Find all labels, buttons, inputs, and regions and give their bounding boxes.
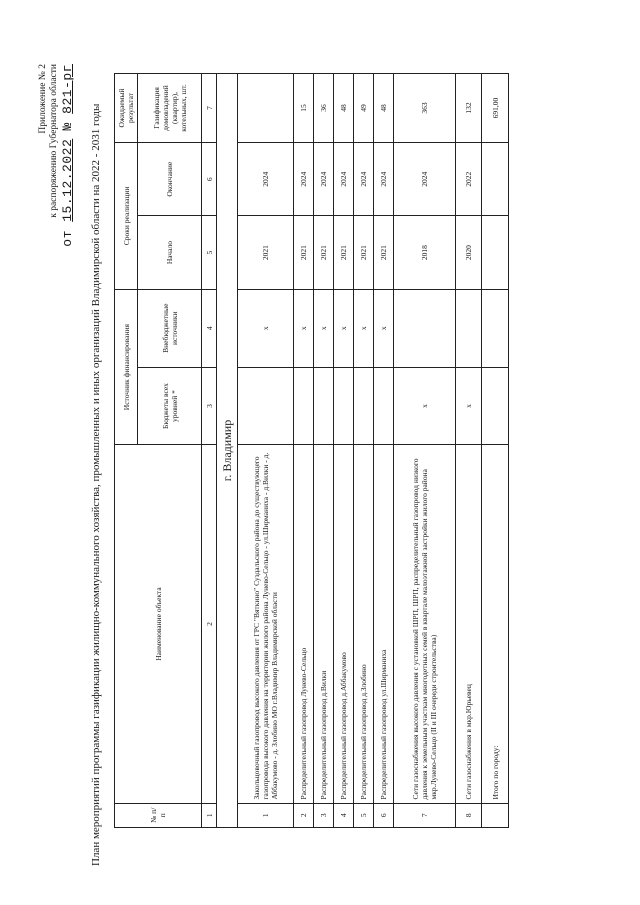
- cell-name: Сети газоснабжения в мкр.Юрьевец: [456, 445, 482, 803]
- header-financing: Источник финансирования: [115, 289, 138, 445]
- total-label: Итого по городу:: [482, 445, 509, 803]
- cell-end: 2024: [294, 142, 314, 215]
- cell-result: 36: [314, 74, 334, 143]
- cell-extra: [456, 289, 482, 367]
- header-result-sub: Газификация домовладений (квартир), котельных, шт.: [138, 74, 202, 143]
- cell-end: 2024: [394, 142, 456, 215]
- cell-start: 2021: [374, 216, 394, 289]
- header-num: № п/п: [115, 803, 202, 827]
- cell-extra: x: [374, 289, 394, 367]
- cell-num: 5: [354, 803, 374, 827]
- cell-num: 6: [374, 803, 394, 827]
- cell-name: Закольцовочный газопровод высокого давления от ГРС "Вяткино" Суздальского района до существующего газопровода высокого давления на территории жилого района Лунево-Сельцо - ул.Ширманиха - д.Вилки - д. Аббакумово - д. Злобино МО г.Владимир Владимирской области: [238, 445, 294, 803]
- cell-num: 1: [238, 803, 294, 827]
- cell-num: 2: [294, 803, 314, 827]
- col-number: 3: [202, 367, 217, 445]
- cell-budgets: [314, 367, 334, 445]
- header-budgets: Бюджеты всех уровней *: [138, 367, 202, 445]
- cell-name: Распределительный газопровод ул.Ширманиха: [374, 445, 394, 803]
- col-number: 5: [202, 216, 217, 289]
- cell-result: 48: [374, 74, 394, 143]
- cell-budgets: [294, 367, 314, 445]
- order-date: 15.12.2022: [60, 138, 75, 222]
- header-start: Начало: [138, 216, 202, 289]
- cell-result: 15: [294, 74, 314, 143]
- gasification-plan-table: [114, 73, 509, 828]
- table-row: [456, 74, 482, 828]
- cell-result: 48: [334, 74, 354, 143]
- col-number: 1: [202, 803, 217, 827]
- header-end: Окончание: [138, 142, 202, 215]
- total-empty: [482, 142, 509, 215]
- cell-extra: x: [314, 289, 334, 367]
- col-number: 2: [202, 445, 217, 803]
- cell-num: 3: [314, 803, 334, 827]
- cell-start: 2020: [456, 216, 482, 289]
- cell-num: 4: [334, 803, 354, 827]
- cell-end: 2024: [334, 142, 354, 215]
- cell-name: Распределительный газопровод д.Вилки: [314, 445, 334, 803]
- city-name: г. Владимир: [217, 74, 238, 828]
- cell-start: 2021: [314, 216, 334, 289]
- cell-extra: x: [354, 289, 374, 367]
- cell-num: 7: [394, 803, 456, 827]
- cell-end: 2024: [238, 142, 294, 215]
- cell-end: 2022: [456, 142, 482, 215]
- rotated-page: [26, 20, 626, 880]
- cell-start: 2021: [294, 216, 314, 289]
- order-date-number: [60, 64, 75, 304]
- cell-extra: x: [294, 289, 314, 367]
- total-num-empty: [482, 803, 509, 827]
- cell-budgets: x: [394, 367, 456, 445]
- col-number: 7: [202, 74, 217, 143]
- number-sign: №: [60, 122, 75, 131]
- cell-start: 2021: [354, 216, 374, 289]
- cell-name: Распределительный газопровод д.Аббакумово: [334, 445, 354, 803]
- cell-name: Сети газоснабжения высокого давления с установкой ШРП, ШРП, распределительный газопровод низкого давления к земельным участкам многодетных семей в квартале малоэтажной застройки жилого района мкр.Лунево-Сельцо (II и III очереди строительства): [394, 445, 456, 803]
- cell-budgets: [374, 367, 394, 445]
- col-number: 4: [202, 289, 217, 367]
- header-result: Ожидаемый результат: [115, 74, 138, 143]
- header-extra-budget: Внебюджетные источники: [138, 289, 202, 367]
- cell-extra: [394, 289, 456, 367]
- cell-budgets: x: [456, 367, 482, 445]
- cell-result: 363: [394, 74, 456, 143]
- cell-result: [238, 74, 294, 143]
- header-name: Наименование объекта: [115, 445, 202, 803]
- cell-num: 8: [456, 803, 482, 827]
- col-number: 6: [202, 142, 217, 215]
- appendix-label: Приложение № 2: [38, 64, 48, 134]
- order-number: 821-рг: [60, 64, 75, 114]
- cell-extra: x: [238, 289, 294, 367]
- table-row: [314, 74, 334, 828]
- city-row: [217, 74, 238, 828]
- cell-name: Распределительный газопровод д.Злобино: [354, 445, 374, 803]
- table-row: [374, 74, 394, 828]
- cell-budgets: [238, 367, 294, 445]
- document-title: План мероприятий программы газификации жилищно-коммунального хозяйства, промышленных и иных организаций Владимирской области на 2022 - 2031 годы: [90, 103, 102, 866]
- table-row: [394, 74, 456, 828]
- total-empty: [482, 289, 509, 367]
- cell-name: Распределительный газопровод Лунево-Сельцо: [294, 445, 314, 803]
- table-row: [294, 74, 314, 828]
- cell-end: 2024: [374, 142, 394, 215]
- cell-extra: x: [334, 289, 354, 367]
- cell-result: 132: [456, 74, 482, 143]
- order-reference: к распоряжению Губернатора области: [49, 64, 59, 218]
- total-row: [482, 74, 509, 828]
- cell-end: 2024: [354, 142, 374, 215]
- header-terms: Сроки реализации: [115, 142, 138, 289]
- cell-result: 49: [354, 74, 374, 143]
- from-label: от: [60, 230, 75, 247]
- table-row: [354, 74, 374, 828]
- cell-start: 2021: [238, 216, 294, 289]
- table-row: [334, 74, 354, 828]
- cell-budgets: [334, 367, 354, 445]
- document-header: [38, 64, 75, 304]
- cell-start: 2018: [394, 216, 456, 289]
- column-number-row: [202, 74, 217, 828]
- total-empty: [482, 216, 509, 289]
- total-empty: [482, 367, 509, 445]
- table-row: [238, 74, 294, 828]
- cell-budgets: [354, 367, 374, 445]
- cell-start: 2021: [334, 216, 354, 289]
- total-value: 691,00: [482, 74, 509, 143]
- cell-end: 2024: [314, 142, 334, 215]
- header-row-1: [115, 74, 138, 828]
